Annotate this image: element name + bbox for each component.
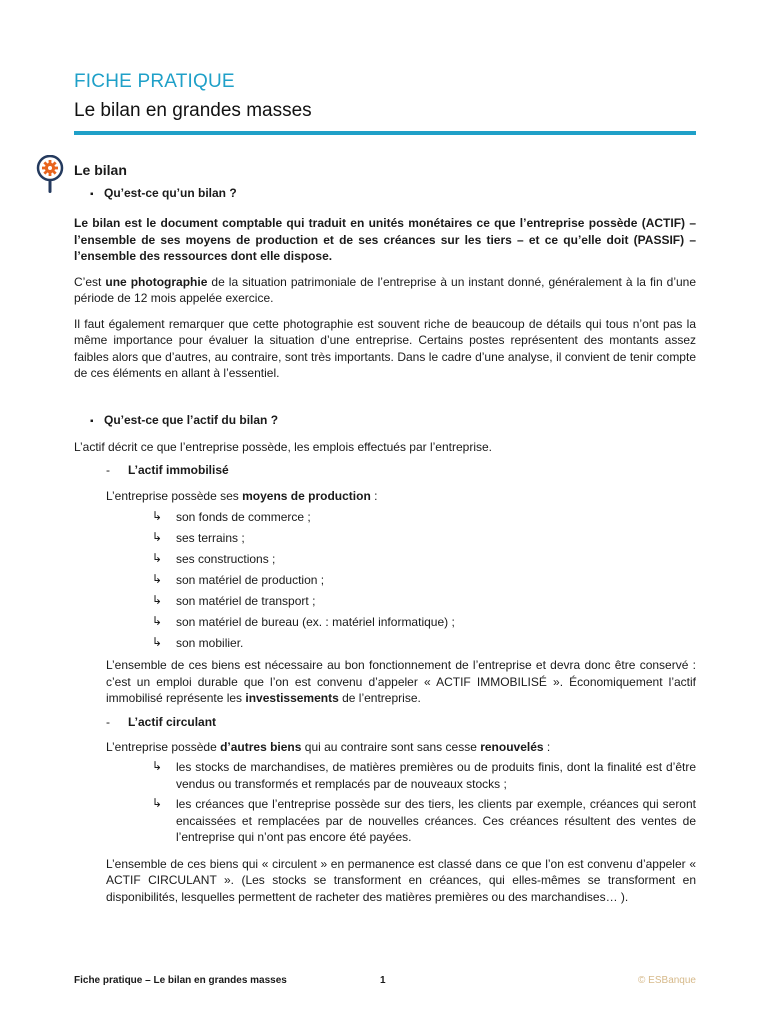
- list-item: ↳ son matériel de bureau (ex. : matériel informatique) ;: [152, 613, 455, 629]
- page-title: Le bilan en grandes masses: [74, 100, 312, 121]
- question-actif: ▪ Qu’est-ce que l’actif du bilan ?: [90, 412, 696, 430]
- list-item: ↳ les créances que l’entreprise possède sur des tiers, les clients par exemple, créances qui seront encaissées et remplacées par de nouvelles créances. Ces créances résultent des ventes de l’entreprise qui n’ont pas encore été payées.: [152, 796, 696, 844]
- return-arrow-icon: ↳: [152, 592, 163, 607]
- moyens-lead: L’entreprise possède ses moyens de production :: [106, 489, 378, 503]
- footer-title: Fiche pratique – Le bilan en grandes masses: [74, 975, 287, 986]
- photo-emphasis: une photographie: [105, 274, 208, 289]
- list-item: ↳ son matériel de transport ;: [152, 592, 316, 608]
- return-arrow-icon: ↳: [152, 550, 163, 565]
- page-footer: [74, 975, 696, 989]
- photo-paragraph: C’est une photographie de la situation patrimoniale de l’entreprise à un instant donné, généralement à la fin d’une période de 12 mois appelée exercice.: [74, 274, 697, 305]
- question-bilan: ▪ Qu’est-ce qu’un bilan ?: [90, 185, 696, 203]
- list-item: ↳ ses constructions ;: [152, 550, 276, 566]
- list-item: ↳ ses terrains ;: [152, 529, 245, 545]
- bilan-definition: Le bilan est le document comptable qui traduit en unités monétaires ce que l’entreprise possède (ACTIF) – l’ensemble de ses moyens de production et de ses créances sur les tiers – et ce qu’elle doit (PASSIF) – l’ensemble des ressources dont elle dispose.: [74, 216, 696, 263]
- circulant-lead: L’entreprise possède d’autres biens qui au contraire sont sans cesse renouvelés :: [106, 739, 551, 754]
- immobilise-summary: L’ensemble de ces biens est nécessaire au bon fonctionnement de l’entreprise et devra donc être conservé : c’est un emploi durable que l’on est convenu d’appeler « ACTIF IMMOBILISÉ ». Économiquement l’actif immobilisé représente les investissements de l’entreprise.: [106, 658, 696, 705]
- section-title: Le bilan: [74, 162, 127, 178]
- list-item: ↳ les stocks de marchandises, de matières premières ou de produits finis, dont la finalité est d’être vendus ou transformés et remplacés par de nouveaux stocks ;: [152, 759, 696, 791]
- list-item: ↳ son matériel de production ;: [152, 571, 325, 587]
- footer-copyright: © ESBanque: [638, 975, 696, 986]
- circulant-summary: L’ensemble de ces biens qui « circulent » en permanence est classé dans ce que l’on est convenu d’appeler « ACTIF CIRCULANT ». (Les stocks se transforment en créances, qui elles-mêmes se transforment en disponibilités, lesquelles permettent de racheter des matières premières ou des marchandises… ).: [106, 856, 696, 904]
- section-bilan: [74, 161, 696, 905]
- return-arrow-icon: ↳: [152, 508, 163, 523]
- remark-paragraph: Il faut également remarquer que cette photographie est souvent riche de beaucoup de détails qui tous n’ont pas la même importance pour évaluer la situation d’une entreprise. Certains postes représentent des montants assez faibles alors que d’autres, au contraire, sont très importants. Dans le cadre d’une analyse, il convient de tenir compte de ces éléments en allant à l’essentiel.: [74, 316, 696, 380]
- doc-kicker: FICHE PRATIQUE: [74, 71, 235, 92]
- return-arrow-icon: ↳: [152, 613, 163, 628]
- heading-actif-circulant: - L’actif circulant: [106, 714, 217, 729]
- list-item: ↳ son mobilier.: [152, 634, 244, 650]
- list-item: ↳ son fonds de commerce ;: [152, 508, 311, 524]
- return-arrow-icon: ↳: [152, 796, 163, 810]
- immobilise-list: [74, 509, 696, 652]
- title-divider: [74, 131, 696, 135]
- circulant-list: [74, 759, 696, 846]
- return-arrow-icon: ↳: [152, 634, 163, 649]
- heading-actif-immobilise: - L’actif immobilisé: [106, 463, 229, 477]
- magnifier-gear-icon: [36, 155, 66, 195]
- page-number: 1: [380, 975, 386, 986]
- actif-description: L’actif décrit ce que l’entreprise possède, les emplois effectués par l’entreprise.: [74, 439, 493, 454]
- return-arrow-icon: ↳: [152, 529, 163, 544]
- document-page: [74, 70, 696, 905]
- return-arrow-icon: ↳: [152, 571, 163, 586]
- return-arrow-icon: ↳: [152, 759, 163, 773]
